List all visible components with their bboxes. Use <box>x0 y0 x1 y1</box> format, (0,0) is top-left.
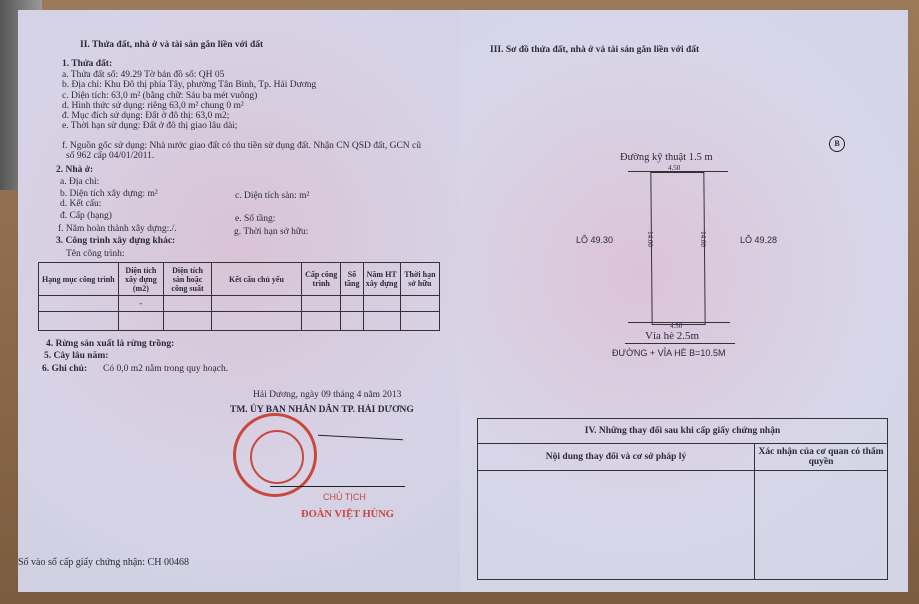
sidewalk-label: Vỉa hè 2.5m <box>645 330 700 342</box>
table-header: Thời hạn sở hữu <box>400 263 439 296</box>
other-works-name: Tên công trình: <box>66 249 125 259</box>
address: b. Địa chỉ: Khu Đô thị phía Tây, phường Tân Bình, Tp. Hải Dương <box>62 80 317 90</box>
issue-date: Hải Dương, ngày 09 tháng 4 năm 2013 <box>253 390 402 400</box>
table-row <box>39 312 440 331</box>
section-ii-title: II. Thửa đất, nhà ở và tài sản gắn liền với đất <box>80 40 264 50</box>
forest-heading: 4. Rừng sản xuất là rừng trồng: <box>46 339 175 349</box>
north-compass-icon: B <box>829 136 845 152</box>
issuing-authority: TM. ỦY BAN NHÂN DÂN TP. HẢI DƯƠNG <box>230 405 414 415</box>
changes-table <box>477 418 888 580</box>
right-length: 14.00 <box>698 231 707 247</box>
note-label: 6. Ghi chú: <box>42 364 88 374</box>
sidewalk-line <box>625 343 735 344</box>
table-header: Hạng mục công trình <box>39 263 119 296</box>
registry-number: Số vào sổ cấp giấy chứng nhận: CH 00468 <box>18 557 189 568</box>
house-completion-year: f. Năm hoàn thành xây dựng:./. <box>58 224 177 234</box>
official-stamp <box>233 413 317 497</box>
road-label: ĐƯỜNG + VỈA HÈ B=10.5M <box>612 348 726 358</box>
land-heading: 1. Thửa đất: <box>62 59 113 69</box>
perennial-heading: 5. Cây lâu năm: <box>44 351 109 361</box>
table-header-row <box>39 263 440 296</box>
area: c. Diện tích: 63,0 m² (bằng chữ: Sáu ba mét vuông) <box>62 91 258 101</box>
usage-origin: f. Nguồn gốc sử dụng: Nhà nước giao đất có thu tiền sử dụng đất. Nhận CN QSD đất, GCN cũ <box>62 141 421 151</box>
table-header: Năm HT xây dựng <box>363 263 400 296</box>
table-header: Cấp công trình <box>302 263 341 296</box>
signer-name: ĐOÀN VIỆT HÙNG <box>301 509 394 520</box>
signer-title: CHỦ TỊCH <box>323 492 366 502</box>
top-road-label: Đường kỹ thuật 1.5 m <box>620 152 713 163</box>
table-cell: - <box>118 296 164 312</box>
signature-line <box>270 486 405 487</box>
right-lot-label: LÔ 49.28 <box>740 235 778 245</box>
land-parcel-outline <box>650 172 705 325</box>
other-works-table <box>38 262 440 331</box>
left-length: 14.00 <box>645 231 654 247</box>
house-structure: d. Kết cấu: <box>60 199 102 209</box>
house-heading: 2. Nhà ở: <box>56 165 94 175</box>
house-grade: đ. Cấp (hạng) <box>60 211 112 221</box>
left-lot-label: LÔ 49.30 <box>576 235 614 245</box>
changes-col-confirmation: Xác nhận của cơ quan có thẩm quyền <box>755 444 888 471</box>
usage-form: d. Hình thức sử dụng: riêng 63,0 m² chung 0 m² <box>62 101 244 111</box>
table-header: Số tầng <box>341 263 363 296</box>
top-width: 4.50 <box>668 164 681 172</box>
table-header: Diện tích xây dựng (m2) <box>118 263 164 296</box>
bottom-width: 4.50 <box>670 322 683 330</box>
usage-purpose: đ. Mục đích sử dụng: Đất ở đô thị: 63,0 m2; <box>62 111 230 121</box>
table-header: Kết cấu chủ yếu <box>211 263 301 296</box>
table-header: Diện tích sàn hoặc công suất <box>164 263 212 296</box>
other-works-heading: 3. Công trình xây dựng khác: <box>56 236 176 246</box>
house-floor-area: c. Diện tích sàn: m² <box>235 191 310 201</box>
house-address: a. Địa chỉ: <box>60 177 100 187</box>
house-ownership-term: g. Thời hạn sở hữu: <box>234 227 309 237</box>
usage-term: e. Thời hạn sử dụng: Đất ở đô thị giao lâu dài; <box>62 121 238 131</box>
house-build-area: b. Diện tích xây dựng: m² <box>60 189 158 199</box>
parcel-number: a. Thửa đất số: 49.29 Tờ bản đồ số: QH 05 <box>62 70 225 80</box>
note-text: Có 0,0 m2 nằm trong quy hoạch. <box>103 364 229 374</box>
usage-origin-cont: số 962 cấp 04/01/2011. <box>66 151 155 161</box>
table-row <box>39 296 440 312</box>
house-floors: e. Số tầng: <box>235 214 276 224</box>
changes-title: IV. Những thay đổi sau khi cấp giấy chứng nhận <box>478 419 888 444</box>
changes-col-content: Nội dung thay đổi và cơ sở pháp lý <box>478 444 755 471</box>
section-iii-title: III. Sơ đồ thửa đất, nhà ở và tài sản gắn liền với đất <box>490 45 700 55</box>
